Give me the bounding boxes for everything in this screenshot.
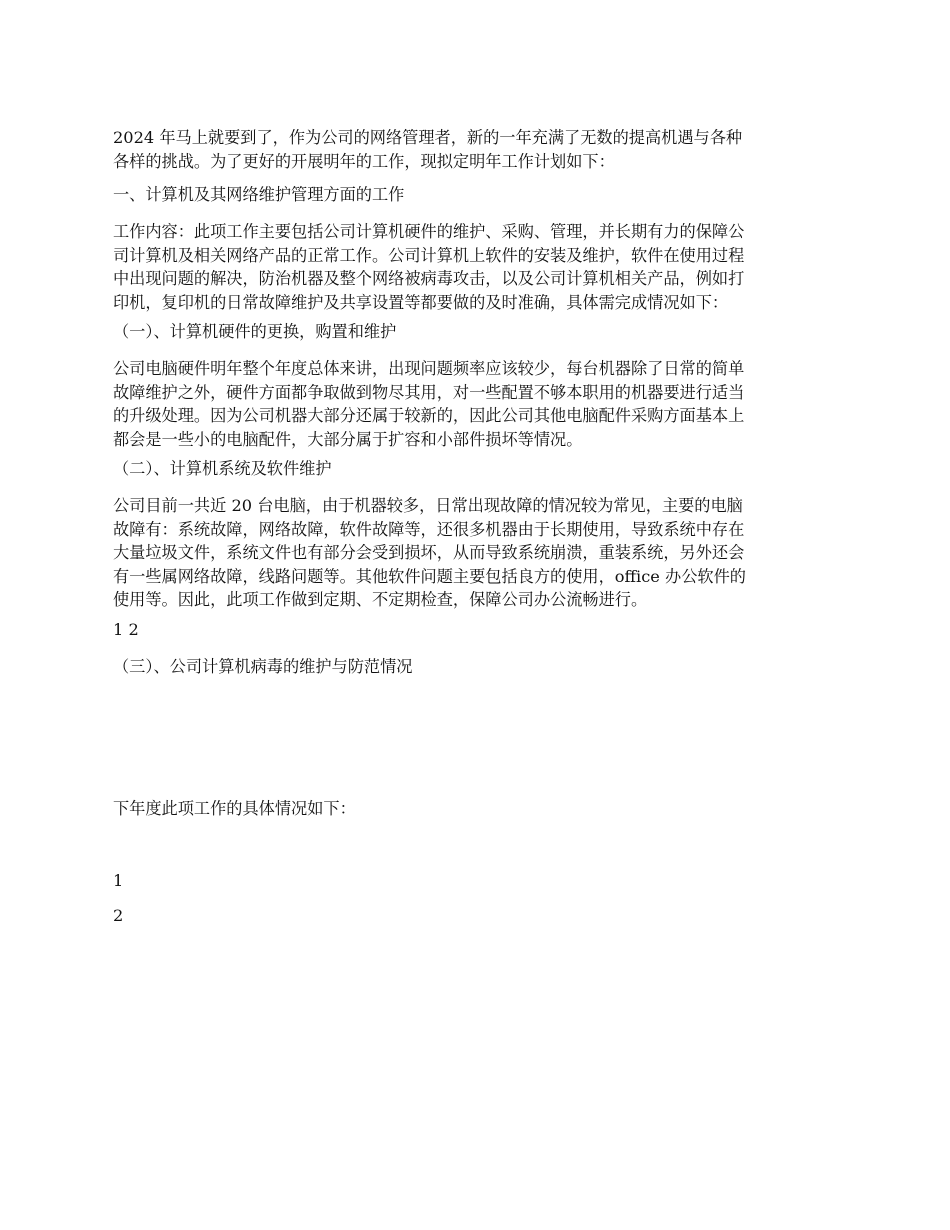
intro-line-1: 2024 年马上就要到了，作为公司的网络管理者，新的一年充满了无数的提高机遇与各种 (113, 128, 743, 147)
page-marker-1-2 (113, 618, 835, 642)
marker-2-text: 2 (113, 906, 124, 925)
intro-line-2: 各样的挑战。为了更好的开展明年的工作，现拟定明年工作计划如下： (113, 151, 615, 171)
section2-title (113, 457, 835, 481)
section1-title (113, 320, 835, 344)
section2-line-3: 大量垃圾文件，系统文件也有部分会受到损坏，从而导致系统崩溃，重装系统，另外还会 (113, 543, 745, 562)
marker-1 (113, 869, 835, 893)
next-year-line (113, 797, 835, 821)
section1-line-4: 都会是一些小的电脑配件，大部分属于扩容和小部件损坏等情况。 (113, 429, 583, 449)
next-year-text: 下年度此项工作的具体情况如下： (113, 799, 356, 818)
work-content-line-3: 中出现问题的解决，防治机器及整个网络被病毒攻击，以及公司计算机相关产品，例如打 (113, 269, 745, 288)
section2-paragraph (113, 494, 835, 612)
marker-1-text: 1 (113, 871, 124, 890)
section2-line-2: 故障有：系统故障，网络故障，软件故障等，还很多机器由于长期使用，导致系统中存在 (113, 519, 745, 539)
heading-text: 一、计算机及其网络维护管理方面的工作 (113, 185, 405, 204)
marker-2 (113, 904, 835, 928)
section1-title-text: （一）、计算机硬件的更换，购置和维护 (113, 322, 397, 341)
section2-line-1: 公司目前一共近 20 台电脑，由于机器较多，日常出现故障的情况较为常见，主要的电脑 (113, 496, 743, 515)
intro-paragraph (113, 126, 835, 173)
section3-title (113, 655, 835, 679)
work-content-paragraph (113, 220, 835, 314)
work-content-line-2: 司计算机及相关网络产品的正常工作。公司计算机上软件的安装及维护，软件在使用过程 (113, 245, 745, 265)
section2-title-text: （二）、计算机系统及软件维护 (113, 459, 332, 478)
section1-line-2: 故障维护之外，硬件方面都争取做到物尽其用，对一些配置不够本职用的机器要进行适当 (113, 382, 745, 402)
section1-paragraph (113, 357, 835, 451)
work-content-line-4: 印机，复印机的日常故障维护及共享设置等都要做的及时准确，具体需完成情况如下： (113, 292, 729, 312)
section3-title-text: （三）、公司计算机病毒的维护与防范情况 (113, 657, 413, 676)
section2-line-5: 使用等。因此，此项工作做到定期、不定期检查，保障公司办公流畅进行。 (113, 590, 648, 609)
work-content-line-1: 工作内容：此项工作主要包括公司计算机硬件的维护、采购、管理，并长期有力的保障公 (113, 222, 745, 241)
section1-line-1: 公司电脑硬件明年整个年度总体来讲，出现问题频率应该较少，每台机器除了日常的简单 (113, 359, 745, 378)
section1-line-3: 的升级处理。因为公司机器大部分还属于较新的，因此公司其他电脑配件采购方面基本上 (113, 406, 745, 425)
section2-line-4: 有一些属网络故障，线路问题等。其他软件问题主要包括良方的使用，office 办公软件的 (113, 566, 746, 586)
marker-text: 1 2 (113, 620, 139, 639)
heading-computer-network-maintenance (113, 183, 835, 207)
